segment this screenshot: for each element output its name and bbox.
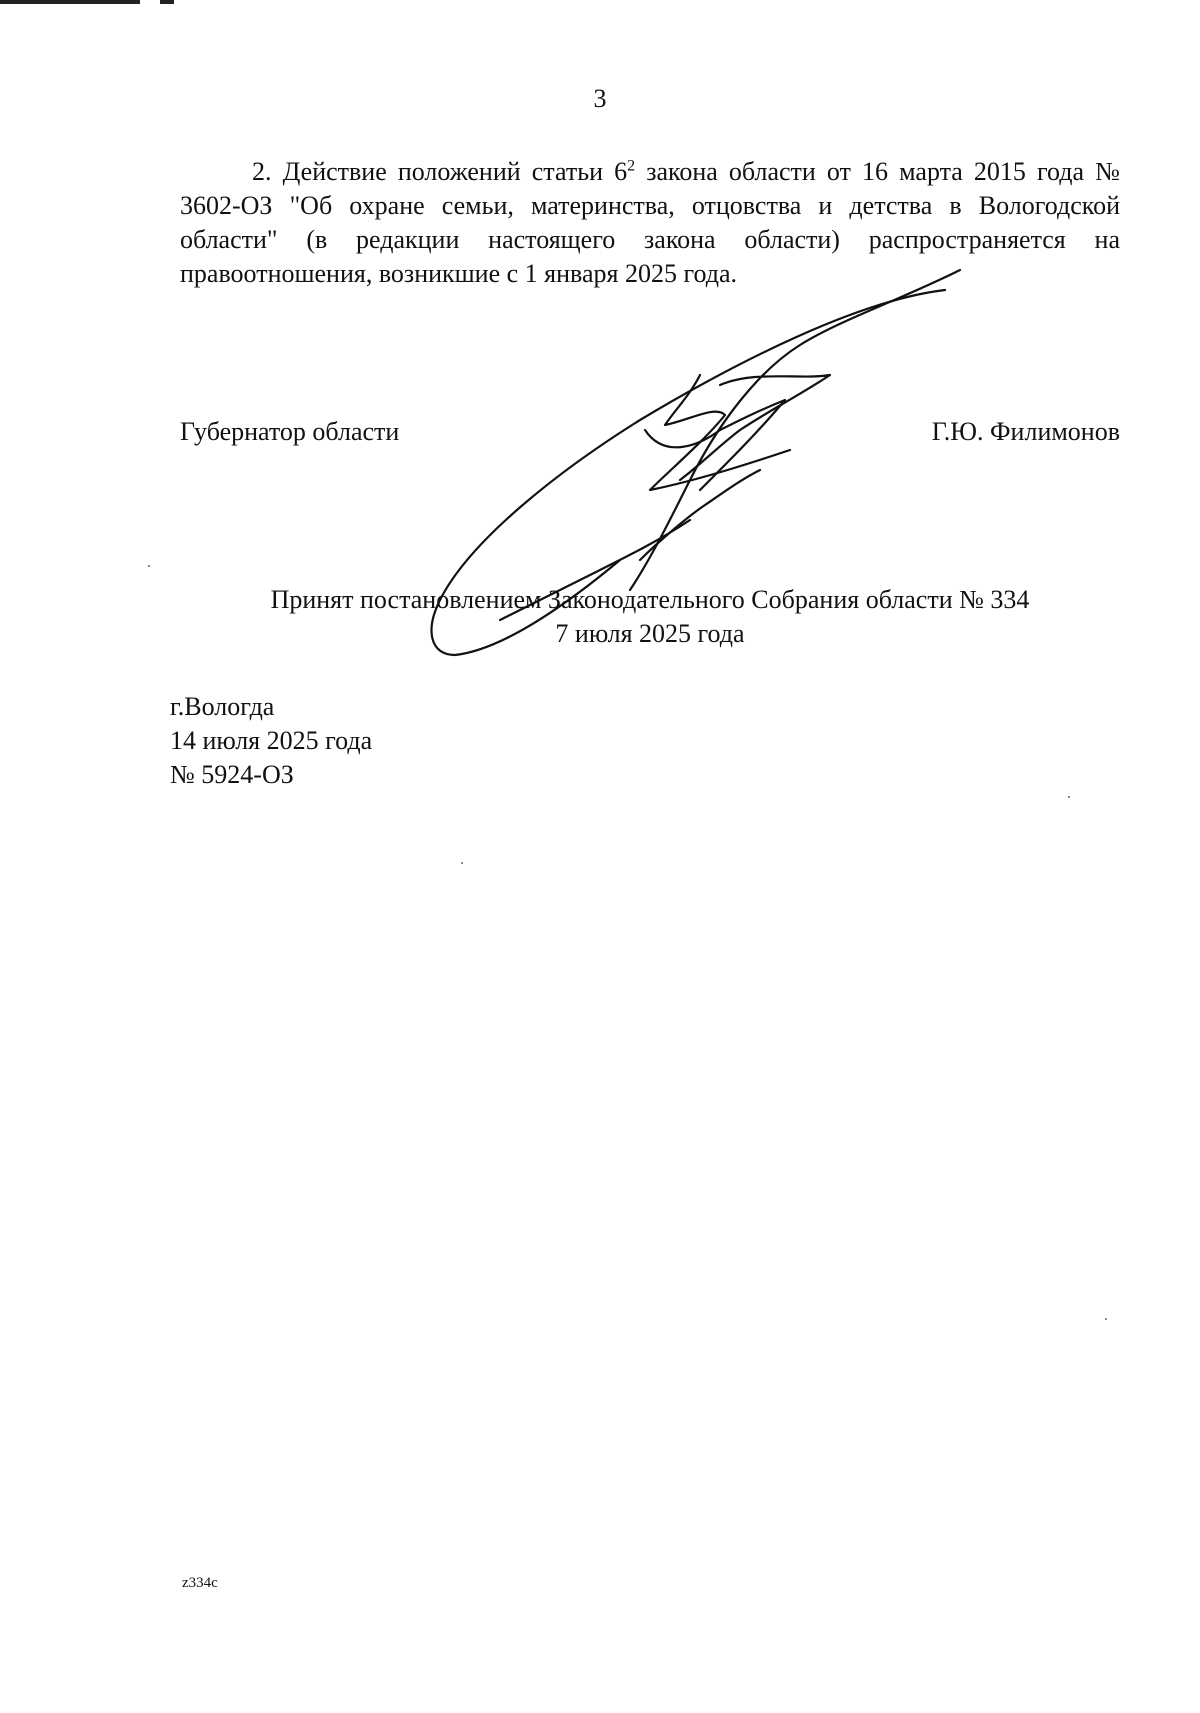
law-city: г.Вологда: [170, 692, 275, 721]
signatory-name: Г.Ю. Филимонов: [931, 417, 1120, 446]
paragraph-text-start: 2. Действие положений статьи 6: [252, 157, 628, 186]
scan-edge-mark: [0, 0, 178, 5]
law-number: № 5924-ОЗ: [170, 760, 294, 789]
document-code: z334c: [182, 1575, 218, 1591]
scan-speck: [1068, 796, 1070, 798]
scan-edge-bar: [0, 0, 140, 4]
signature-long-stroke: [630, 270, 960, 590]
adoption-note: [180, 583, 1120, 651]
scan-speck: [148, 565, 150, 567]
signature-tail: [640, 470, 760, 560]
signatory-position: Губернатор области: [180, 417, 400, 446]
signature-zigzag: [645, 400, 785, 490]
paragraph-text-rest: закона области от 16 марта 2015 года № 3602-ОЗ "Об охране семьи, материнства, отцовства и детства в Вологодской области" (в редакции настоящего закона области) распространяется на правоотношения, возникшие с 1 января 2025 года.: [180, 157, 1120, 288]
scan-speck: [461, 862, 463, 864]
law-details: [170, 690, 372, 792]
adoption-line-1: Принят постановлением Законодательного Собрания области № 334: [270, 585, 1030, 614]
article-superscript: 2: [627, 157, 636, 175]
law-date: 14 июля 2025 года: [170, 726, 373, 755]
scan-edge-bar-small: [160, 0, 174, 4]
signature-hook: [680, 375, 830, 480]
signature-z-shape: [650, 375, 790, 490]
adoption-line-2: 7 июля 2025 года: [555, 619, 745, 648]
scan-speck: [1105, 1318, 1107, 1320]
page-number: 3: [593, 84, 607, 113]
article-paragraph: [180, 155, 1120, 291]
